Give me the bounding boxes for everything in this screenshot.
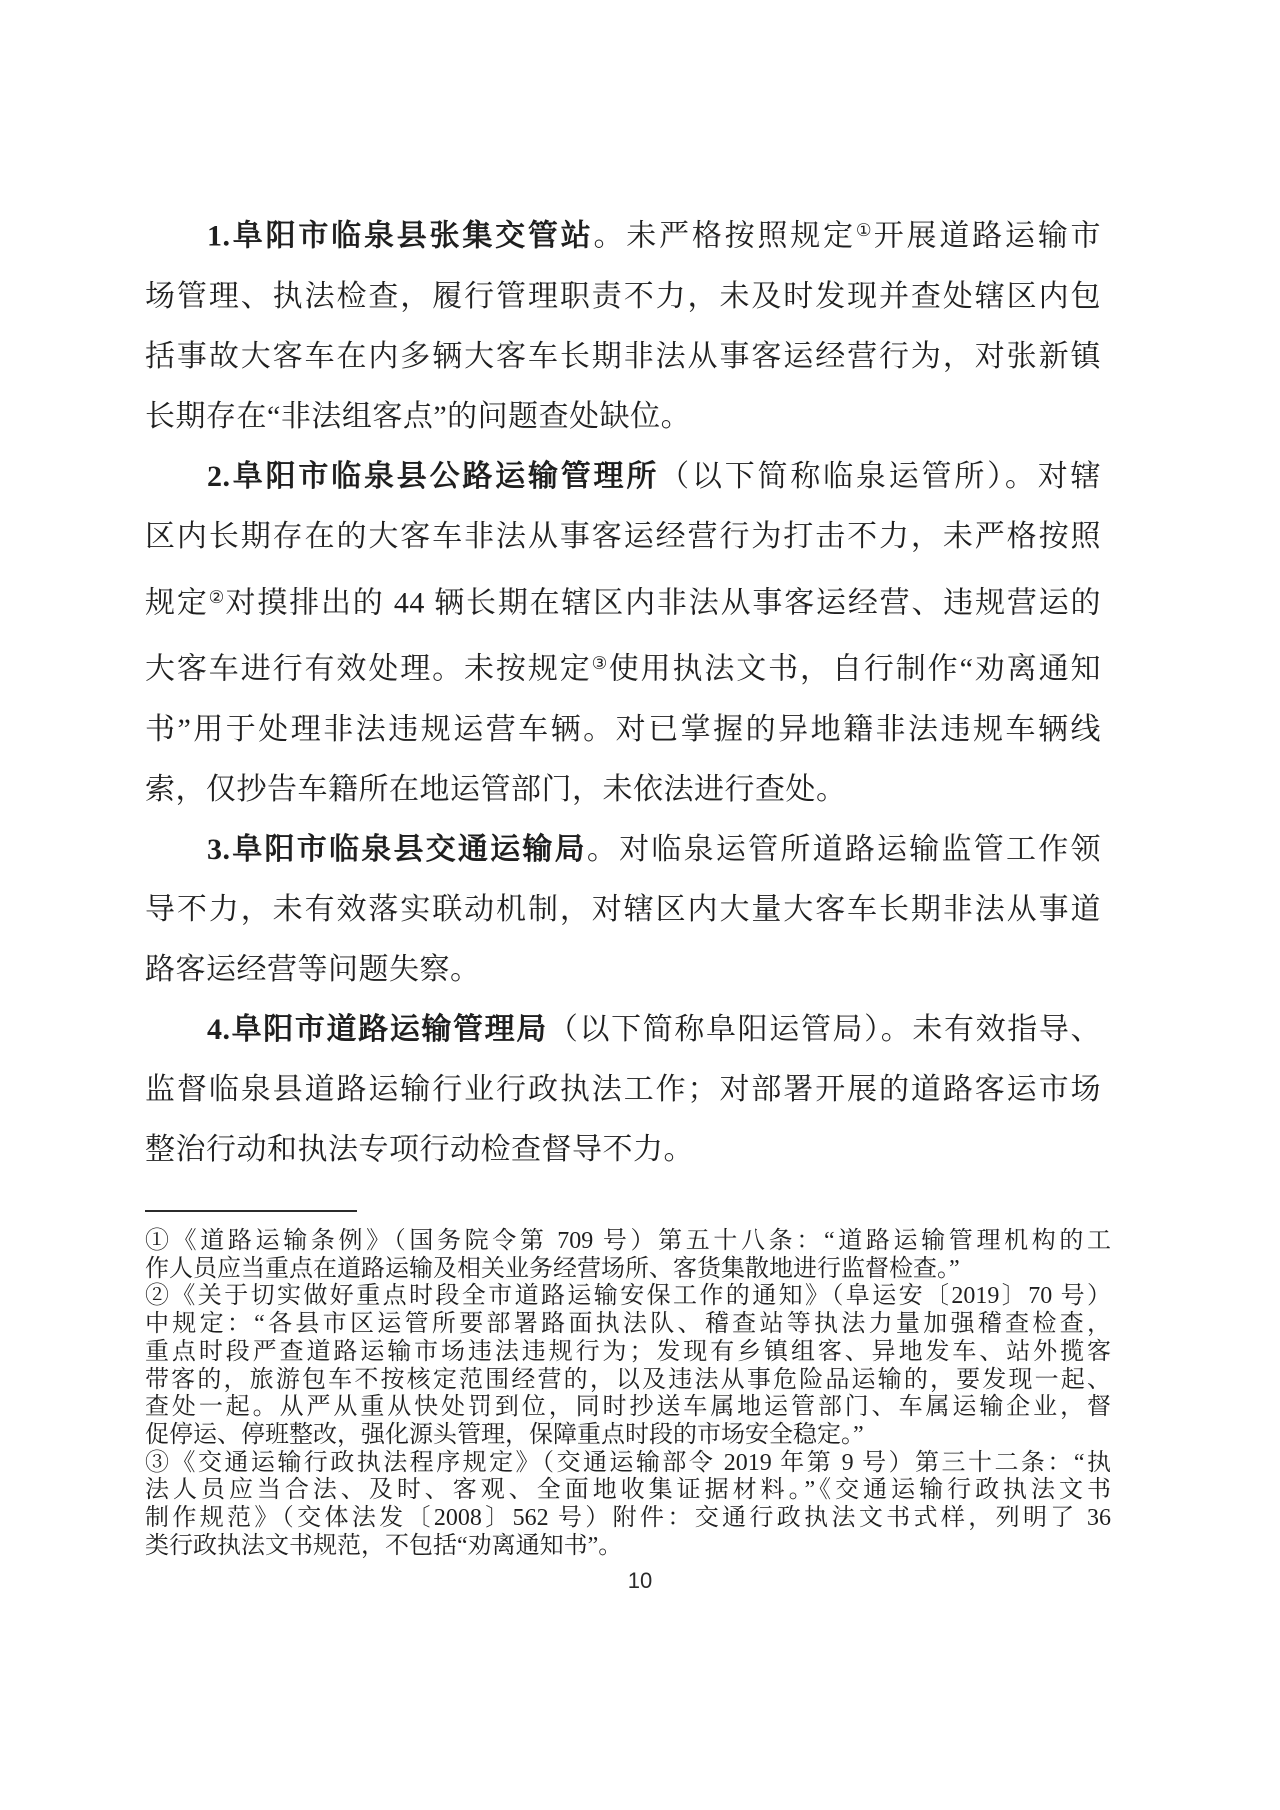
text-line <box>145 1367 1111 1395</box>
body-run: 导不力，未有效落实联动机制，对辖区内大量大客车长期非法从事道 <box>145 892 1101 926</box>
body-run: ②《关于切实做好重点时段全市道路运输安保工作的通知》（阜运安〔2019〕70 号） <box>145 1283 1111 1310</box>
text-line <box>145 1450 1111 1478</box>
body-run: 索，仅抄告车籍所在地运管部门，未依法进行查处。 <box>145 772 847 806</box>
bold-heading-text: 4.阜阳市道路运输管理局 <box>207 1012 548 1046</box>
bold-heading-text: 1.阜阳市临泉县张集交管站 <box>207 219 594 253</box>
text-line <box>145 1477 1111 1505</box>
body-run: 促停运、停班整改，强化源头管理，保障重点时段的市场安全稳定。” <box>145 1421 864 1448</box>
body-run: 路客运经营等问题失察。 <box>145 952 481 986</box>
body-run: 对摸排出的 44 辆长期在辖区内非法从事客运经营、违规营运的 <box>225 586 1102 620</box>
text-line <box>145 1394 1111 1422</box>
text-line <box>145 327 1101 387</box>
text-line <box>145 1060 1101 1120</box>
text-line <box>145 1283 1111 1311</box>
paragraph-item-3 <box>145 820 1101 1000</box>
bold-heading-text: 2.阜阳市临泉县公路运输管理所 <box>207 459 660 493</box>
body-run: 。未严格按照规定 <box>593 219 856 253</box>
body-run: 开展道路运输市 <box>873 219 1102 253</box>
bold-heading-text: 3.阜阳市临泉县交通运输局 <box>207 832 587 866</box>
body-run: 规定 <box>145 586 209 620</box>
body-run: 。对临泉运管所道路运输监管工作领 <box>586 832 1102 866</box>
text-line <box>145 447 1101 507</box>
footnote-separator <box>145 1210 357 1212</box>
text-line <box>145 700 1101 760</box>
paragraph-item-2 <box>145 447 1101 820</box>
text-line <box>145 200 1101 267</box>
body-run: ①《道路运输条例》（国务院令第 709 号）第五十八条：“道路运输管理机构的工 <box>145 1228 1111 1254</box>
body-run: （以下简称临泉运管所）。对辖 <box>659 459 1102 493</box>
text-line <box>145 387 1101 447</box>
footnote-ref-marker: ① <box>855 220 874 240</box>
body-run: 作人员应当重点在道路运输及相关业务经营场所、客货集散地进行监督检查。” <box>145 1255 960 1282</box>
body-run: 括事故大客车在内多辆大客车长期非法从事客运经营行为，对张新镇 <box>145 339 1101 373</box>
footnote-ref-marker: ③ <box>591 653 609 674</box>
body-run: 大客车进行有效处理。未按规定 <box>145 652 592 686</box>
body-run: 中规定：“各县市区运管所要部署路面执法队、稽查站等执法力量加强稽查检查， <box>145 1311 1111 1338</box>
body-run: ③《交通运输行政执法程序规定》（交通运输部令 2019 年第 9 号）第三十二条：“执 <box>145 1449 1111 1476</box>
text-line <box>145 820 1101 880</box>
body-run: 书”用于处理非法违规运营车辆。对已掌握的异地籍非法违规车辆线 <box>145 712 1101 746</box>
paragraph-item-4 <box>145 1000 1101 1180</box>
text-line <box>145 1311 1111 1339</box>
body-run: 场管理、执法检查，履行管理职责不力，未及时发现并查处辖区内包 <box>145 279 1101 313</box>
body-run: 制作规范》（交体法发〔2008〕562 号）附件：交通行政执法文书式样，列明了 36 <box>145 1505 1111 1532</box>
text-line <box>145 1228 1111 1256</box>
body-run: 带客的，旅游包车不按核定范围经营的，以及违法从事危险品运输的，要发现一起、 <box>145 1366 1111 1393</box>
body-text <box>145 200 1101 1180</box>
text-line <box>145 940 1101 1000</box>
text-line <box>145 760 1101 820</box>
body-run: 法人员应当合法、及时、客观、全面地收集证据材料。”《交通运输行政执法文书 <box>145 1477 1111 1504</box>
footnote-ref-marker: ② <box>208 586 226 607</box>
text-line <box>145 1339 1111 1367</box>
footnotes <box>145 1228 1111 1560</box>
text-line <box>145 1533 1111 1561</box>
text-line <box>145 507 1101 567</box>
body-run: 查处一起。从严从重从快处罚到位，同时抄送车属地运管部门、车属运输企业，督 <box>145 1394 1111 1421</box>
text-line <box>145 1120 1101 1180</box>
body-run: 长期存在“非法组客点”的问题查处缺位。 <box>145 399 692 433</box>
page-number: 10 <box>627 1568 653 1593</box>
text-line <box>145 1256 1111 1284</box>
body-run: 使用执法文书，自行制作“劝离通知 <box>608 652 1101 686</box>
body-run: （以下简称阜阳运管局）。未有效指导、 <box>547 1012 1101 1046</box>
text-line <box>145 267 1101 327</box>
text-line <box>145 880 1101 940</box>
body-run: 区内长期存在的大客车非法从事客运经营行为打击不力，未严格按照 <box>145 519 1101 553</box>
text-line <box>145 1505 1111 1533</box>
text-line <box>145 1000 1101 1060</box>
body-run: 重点时段严查道路运输市场违法违规行为；发现有乡镇组客、异地发车、站外揽客 <box>145 1338 1111 1365</box>
body-run: 整治行动和执法专项行动检查督导不力。 <box>145 1132 694 1166</box>
text-line <box>145 567 1101 634</box>
text-line <box>145 1422 1111 1450</box>
paragraph-item-1 <box>145 200 1101 447</box>
text-line <box>145 633 1101 700</box>
body-run: 类行政执法文书规范，不包括“劝离通知书”。 <box>145 1532 623 1559</box>
body-run: 监督临泉县道路运输行业行政执法工作；对部署开展的道路客运市场 <box>145 1072 1101 1106</box>
